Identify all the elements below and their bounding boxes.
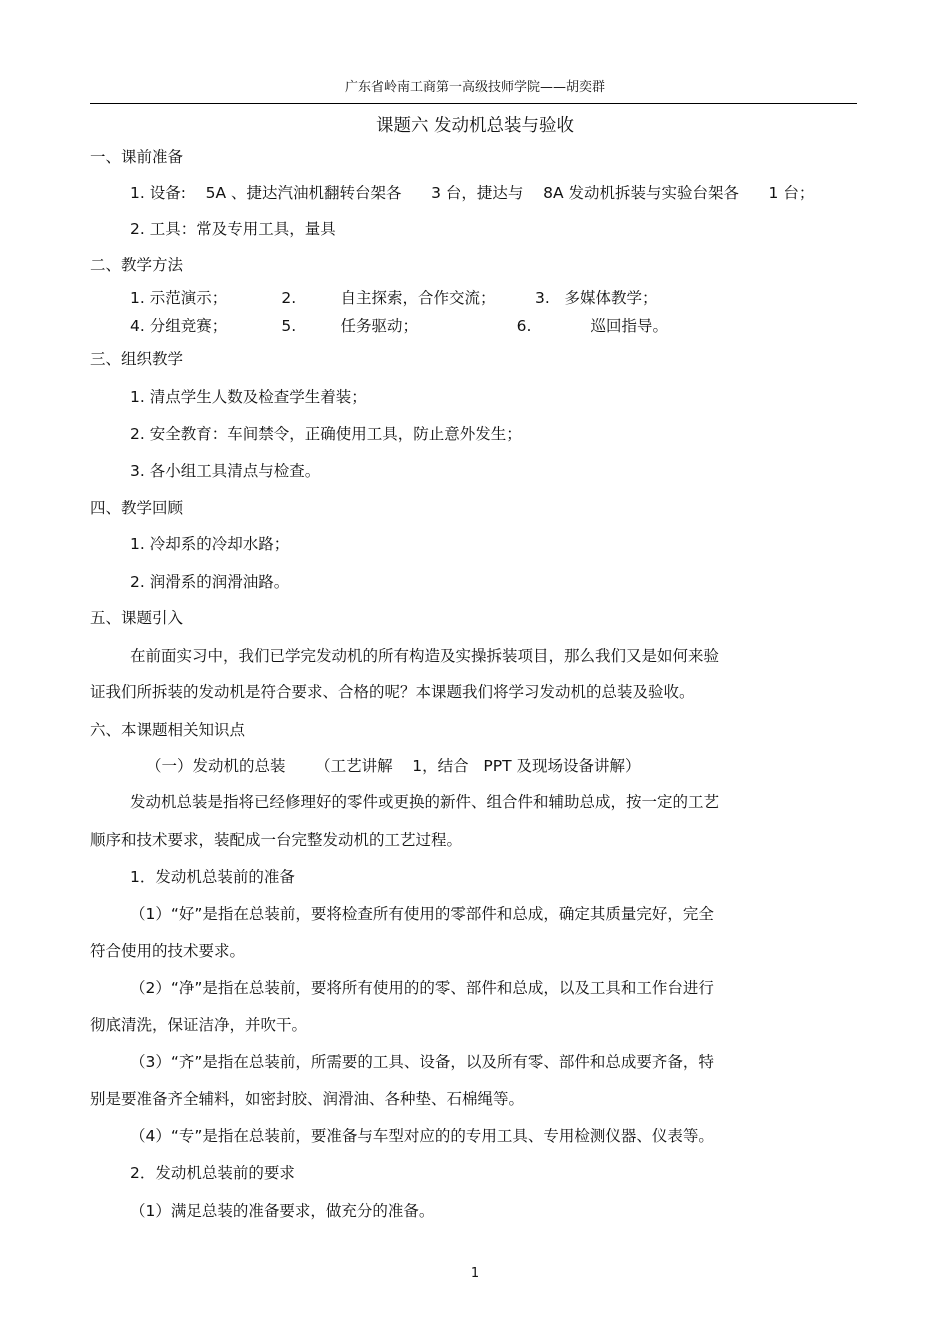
text-line: 4. 分组竞赛； 5. 任务驱动； 6. 巡回指导。 [130,317,668,335]
text-line: 2. 润滑系的润滑油路。 [130,573,290,591]
header-divider [90,103,857,104]
text-line: （3）“齐”是指在总装前，所需要的工具、设备，以及所有零、部件和总成要齐备，特 [130,1053,714,1071]
text-line: 证我们所拆装的发动机是符合要求、合格的呢？本课题我们将学习发动机的总装及验收。 [90,683,695,701]
text-line: 1. 冷却系的冷却水路； [130,535,290,553]
text-line: （4）“专”是指在总装前，要准备与车型对应的的专用工具、专用检测仪器、仪表等。 [130,1127,714,1145]
text-line: （1）“好”是指在总装前，要将检查所有使用的零部件和总成，确定其质量完好，完全 [130,905,714,923]
text-line: 2. 安全教育：车间禁令，正确使用工具，防止意外发生； [130,425,522,443]
text-line: 符合使用的技术要求。 [90,942,246,960]
text-line: 二、教学方法 [90,256,184,274]
text-line: 在前面实习中，我们已学完发动机的所有构造及实操拆装项目，那么我们又是如何来验 [130,647,720,665]
text-line: 1. 清点学生人数及检查学生着装； [130,388,367,406]
text-line: 六、本课题相关知识点 [90,721,246,739]
page-number: 1 [470,1266,480,1281]
page-header: 广东省岭南工商第一高级技师学院——胡奕群 [344,80,605,95]
text-line: 2. 工具：常及专用工具，量具 [130,220,336,238]
text-line: 四、教学回顾 [90,499,184,517]
text-line: 彻底清洗，保证洁净，并吹干。 [90,1016,308,1034]
text-line: 别是要准备齐全辅料，如密封胶、润滑油、各种垫、石棉绳等。 [90,1090,525,1108]
text-line: 顺序和技术要求，装配成一台完整发动机的工艺过程。 [90,831,463,849]
text-line: （2）“净”是指在总装前，要将所有使用的的零、部件和总成，以及工具和工作台进行 [130,979,714,997]
text-line: 1．发动机总装前的准备 [130,868,295,886]
text-line: 1. 示范演示； 2. 自主探索，合作交流； 3. 多媒体教学； [130,289,658,307]
text-line: 三、组织教学 [90,350,184,368]
text-line: 1. 设备: 5A 、捷达汽油机翻转台架各 3 台，捷达与 8A 发动机拆装与实验台架各 1 台； [130,184,815,202]
text-line: 五、课题引入 [90,609,184,627]
text-line: 一、课前准备 [90,148,184,166]
text-line: 发动机总装是指将已经修理好的零件或更换的新件、组合件和辅助总成，按一定的工艺 [130,793,720,811]
text-line: 2．发动机总装前的要求 [130,1164,295,1182]
text-line: （一）发动机的总装 （工艺讲解 1，结合 PPT 及现场设备讲解） [146,757,641,775]
text-line: 3. 各小组工具清点与检查。 [130,462,321,480]
document-title: 课题六 发动机总装与验收 [375,116,575,136]
text-line: （1）满足总装的准备要求，做充分的准备。 [130,1202,435,1220]
